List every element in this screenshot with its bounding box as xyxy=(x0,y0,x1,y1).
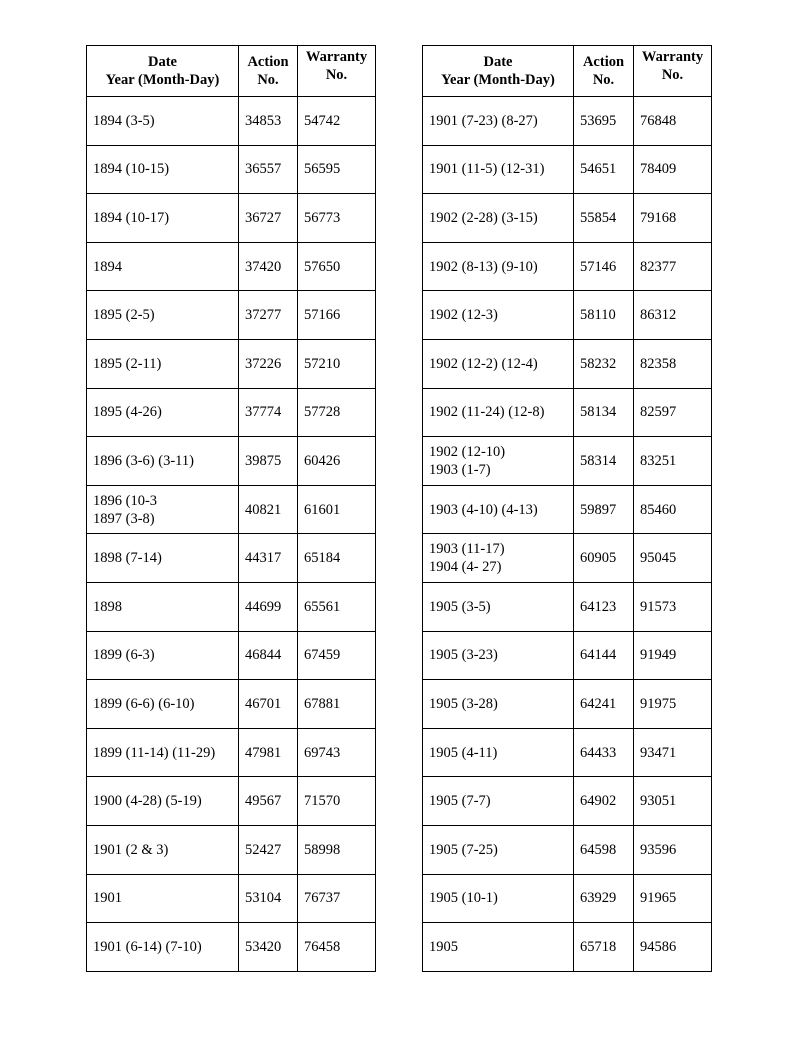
table-row xyxy=(87,825,376,874)
action-number-cell: 40821 xyxy=(239,485,298,534)
warranty-number-cell: 61601 xyxy=(298,485,376,534)
table-row xyxy=(87,582,376,631)
warranty-number-cell: 93051 xyxy=(634,777,712,826)
action-number-cell: 58314 xyxy=(574,437,634,486)
action-number-cell: 46844 xyxy=(239,631,298,680)
table-row xyxy=(87,291,376,340)
left-rows xyxy=(87,97,376,972)
action-number-cell: 36557 xyxy=(239,145,298,194)
warranty-column-header: Warranty No. xyxy=(298,46,376,97)
table-row xyxy=(87,777,376,826)
action-number-cell: 60905 xyxy=(574,534,634,583)
warranty-number-cell: 95045 xyxy=(634,534,712,583)
warranty-number-cell: 57728 xyxy=(298,388,376,437)
warranty-number-cell: 94586 xyxy=(634,923,712,972)
date-cell: 1905 xyxy=(423,923,574,972)
table-row xyxy=(423,923,712,972)
action-number-cell: 47981 xyxy=(239,728,298,777)
warranty-number-cell: 82358 xyxy=(634,339,712,388)
table-row xyxy=(423,339,712,388)
warranty-number-cell: 65184 xyxy=(298,534,376,583)
table-row xyxy=(87,437,376,486)
table-row xyxy=(423,388,712,437)
date-cell: 1903 (11-17) 1904 (4- 27) xyxy=(423,534,574,583)
action-number-cell: 55854 xyxy=(574,194,634,243)
table-row xyxy=(423,825,712,874)
action-column-header: Action No. xyxy=(574,46,634,97)
table-row xyxy=(87,242,376,291)
date-cell: 1895 (2-5) xyxy=(87,291,239,340)
action-number-cell: 37226 xyxy=(239,339,298,388)
table-row xyxy=(87,680,376,729)
table-row xyxy=(423,728,712,777)
date-cell: 1902 (2-28) (3-15) xyxy=(423,194,574,243)
table-row xyxy=(423,534,712,583)
action-number-cell: 39875 xyxy=(239,437,298,486)
date-cell: 1905 (4-11) xyxy=(423,728,574,777)
warranty-number-cell: 56773 xyxy=(298,194,376,243)
action-number-cell: 53104 xyxy=(239,874,298,923)
table-row xyxy=(87,388,376,437)
date-cell: 1901 (2 & 3) xyxy=(87,825,239,874)
warranty-number-cell: 79168 xyxy=(634,194,712,243)
action-number-cell: 58110 xyxy=(574,291,634,340)
header-row xyxy=(87,46,376,97)
warranty-number-cell: 57166 xyxy=(298,291,376,340)
warranty-number-cell: 76458 xyxy=(298,923,376,972)
table-row xyxy=(87,923,376,972)
table-row xyxy=(423,631,712,680)
warranty-number-cell: 85460 xyxy=(634,485,712,534)
warranty-number-cell: 83251 xyxy=(634,437,712,486)
date-cell: 1903 (4-10) (4-13) xyxy=(423,485,574,534)
action-number-cell: 37277 xyxy=(239,291,298,340)
warranty-number-cell: 57650 xyxy=(298,242,376,291)
action-number-cell: 34853 xyxy=(239,97,298,146)
table-row xyxy=(87,97,376,146)
warranty-number-cell: 78409 xyxy=(634,145,712,194)
date-column-header: Date Year (Month-Day) xyxy=(87,46,239,97)
warranty-number-cell: 69743 xyxy=(298,728,376,777)
date-cell: 1905 (7-25) xyxy=(423,825,574,874)
warranty-number-cell: 82597 xyxy=(634,388,712,437)
table-row xyxy=(87,194,376,243)
date-cell: 1902 (8-13) (9-10) xyxy=(423,242,574,291)
warranty-number-cell: 82377 xyxy=(634,242,712,291)
action-number-cell: 53420 xyxy=(239,923,298,972)
table-row xyxy=(87,631,376,680)
date-cell: 1900 (4-28) (5-19) xyxy=(87,777,239,826)
date-cell: 1894 xyxy=(87,242,239,291)
action-number-cell: 54651 xyxy=(574,145,634,194)
action-number-cell: 52427 xyxy=(239,825,298,874)
date-cell: 1894 (10-17) xyxy=(87,194,239,243)
date-cell: 1899 (6-6) (6-10) xyxy=(87,680,239,729)
table-row xyxy=(423,194,712,243)
warranty-number-cell: 93596 xyxy=(634,825,712,874)
warranty-number-cell: 54742 xyxy=(298,97,376,146)
date-cell: 1901 (11-5) (12-31) xyxy=(423,145,574,194)
records-table-left xyxy=(86,45,376,972)
action-number-cell: 64241 xyxy=(574,680,634,729)
date-column-header: Date Year (Month-Day) xyxy=(423,46,574,97)
date-cell: 1901 (6-14) (7-10) xyxy=(87,923,239,972)
table-row xyxy=(87,874,376,923)
warranty-number-cell: 91573 xyxy=(634,582,712,631)
date-cell: 1895 (4-26) xyxy=(87,388,239,437)
records-table-right xyxy=(422,45,712,972)
date-cell: 1898 (7-14) xyxy=(87,534,239,583)
action-number-cell: 44317 xyxy=(239,534,298,583)
warranty-number-cell: 60426 xyxy=(298,437,376,486)
date-cell: 1905 (7-7) xyxy=(423,777,574,826)
action-number-cell: 49567 xyxy=(239,777,298,826)
warranty-number-cell: 58998 xyxy=(298,825,376,874)
action-number-cell: 37420 xyxy=(239,242,298,291)
action-number-cell: 44699 xyxy=(239,582,298,631)
warranty-number-cell: 86312 xyxy=(634,291,712,340)
action-number-cell: 58134 xyxy=(574,388,634,437)
warranty-number-cell: 93471 xyxy=(634,728,712,777)
date-cell: 1894 (3-5) xyxy=(87,97,239,146)
header-row xyxy=(423,46,712,97)
warranty-number-cell: 65561 xyxy=(298,582,376,631)
warranty-number-cell: 57210 xyxy=(298,339,376,388)
date-cell: 1895 (2-11) xyxy=(87,339,239,388)
action-number-cell: 53695 xyxy=(574,97,634,146)
warranty-number-cell: 76737 xyxy=(298,874,376,923)
table-row xyxy=(87,534,376,583)
table-row xyxy=(87,145,376,194)
table-row xyxy=(87,728,376,777)
date-cell: 1898 xyxy=(87,582,239,631)
date-cell: 1896 (10-3 1897 (3-8) xyxy=(87,485,239,534)
date-cell: 1902 (12-10) 1903 (1-7) xyxy=(423,437,574,486)
table-row xyxy=(423,777,712,826)
date-cell: 1905 (10-1) xyxy=(423,874,574,923)
action-number-cell: 64598 xyxy=(574,825,634,874)
warranty-number-cell: 71570 xyxy=(298,777,376,826)
action-number-cell: 36727 xyxy=(239,194,298,243)
right-rows xyxy=(423,97,712,972)
table-row xyxy=(423,680,712,729)
date-cell: 1899 (11-14) (11-29) xyxy=(87,728,239,777)
action-number-cell: 37774 xyxy=(239,388,298,437)
table-row xyxy=(423,242,712,291)
table-row xyxy=(423,582,712,631)
warranty-number-cell: 91975 xyxy=(634,680,712,729)
date-cell: 1902 (12-3) xyxy=(423,291,574,340)
action-column-header: Action No. xyxy=(239,46,298,97)
date-cell: 1899 (6-3) xyxy=(87,631,239,680)
action-number-cell: 64144 xyxy=(574,631,634,680)
date-cell: 1896 (3-6) (3-11) xyxy=(87,437,239,486)
date-cell: 1901 xyxy=(87,874,239,923)
warranty-number-cell: 76848 xyxy=(634,97,712,146)
date-cell: 1902 (11-24) (12-8) xyxy=(423,388,574,437)
action-number-cell: 63929 xyxy=(574,874,634,923)
warranty-number-cell: 67881 xyxy=(298,680,376,729)
table-row xyxy=(87,339,376,388)
warranty-column-header: Warranty No. xyxy=(634,46,712,97)
date-cell: 1905 (3-28) xyxy=(423,680,574,729)
table-row xyxy=(423,874,712,923)
action-number-cell: 59897 xyxy=(574,485,634,534)
date-cell: 1905 (3-23) xyxy=(423,631,574,680)
action-number-cell: 64433 xyxy=(574,728,634,777)
table-row xyxy=(87,485,376,534)
action-number-cell: 65718 xyxy=(574,923,634,972)
table-row xyxy=(423,291,712,340)
date-cell: 1901 (7-23) (8-27) xyxy=(423,97,574,146)
warranty-number-cell: 91965 xyxy=(634,874,712,923)
action-number-cell: 64902 xyxy=(574,777,634,826)
table-row xyxy=(423,437,712,486)
action-number-cell: 58232 xyxy=(574,339,634,388)
table-row xyxy=(423,145,712,194)
table-row xyxy=(423,97,712,146)
warranty-number-cell: 91949 xyxy=(634,631,712,680)
warranty-number-cell: 67459 xyxy=(298,631,376,680)
action-number-cell: 57146 xyxy=(574,242,634,291)
date-cell: 1902 (12-2) (12-4) xyxy=(423,339,574,388)
action-number-cell: 46701 xyxy=(239,680,298,729)
action-number-cell: 64123 xyxy=(574,582,634,631)
table-row xyxy=(423,485,712,534)
date-cell: 1905 (3-5) xyxy=(423,582,574,631)
warranty-number-cell: 56595 xyxy=(298,145,376,194)
date-cell: 1894 (10-15) xyxy=(87,145,239,194)
